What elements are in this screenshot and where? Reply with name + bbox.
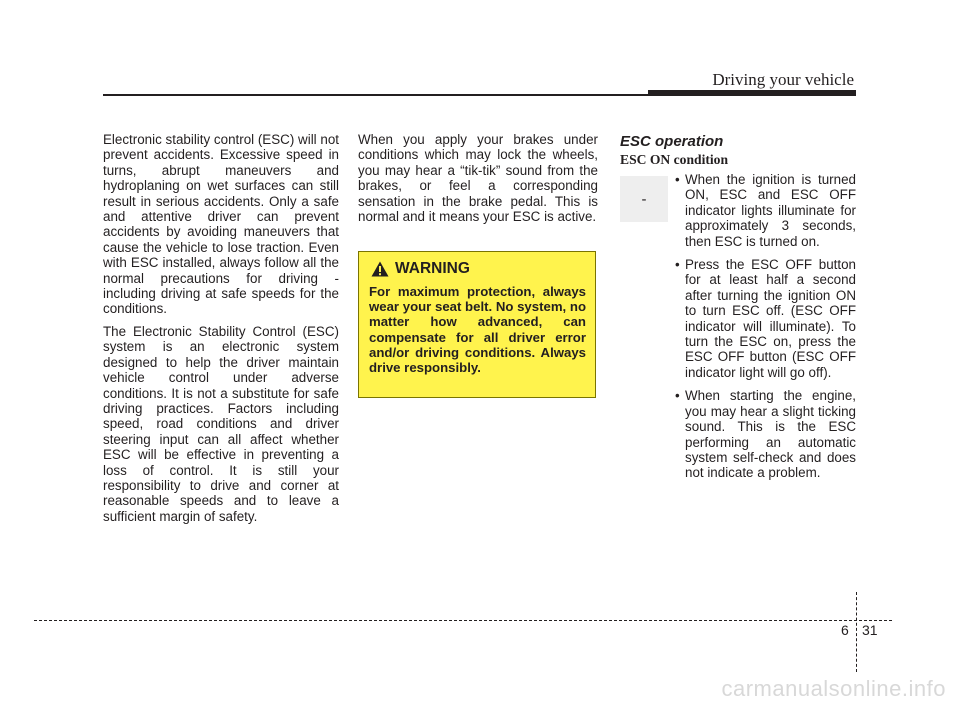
esc-on-bullet-list [675, 172, 856, 489]
column-2 [358, 132, 598, 231]
watermark: carmanualsonline.info [721, 676, 946, 701]
footer-divider [856, 592, 857, 672]
section-title: ESC operation [620, 133, 724, 150]
warning-triangle-icon [371, 261, 389, 277]
header-rule-accent [648, 90, 856, 96]
bullet-item: • When starting the engine, you may hear a slight ticking sound. This is the ESC performing an automatic system self-check and does not indicate a problem. [675, 388, 856, 480]
page-number: 31 [862, 622, 878, 638]
page-header-title: Driving your vehicle [712, 70, 854, 89]
warning-box [358, 251, 596, 398]
warning-header [371, 260, 586, 278]
paragraph-brake-sound: When you apply your brakes under conditions which may lock the wheels, you may hear a “tik-tik” sound from the brakes, or feel a corresponding sensation in the brake pedal. This is normal and it means your ESC is active. [358, 132, 598, 225]
warning-text: For maximum protection, always wear your seat belt. No system, no matter how advanced, can compensate for all driver error and/or driving conditions. Always drive responsibly. [369, 284, 586, 376]
bullet-item: • Press the ESC OFF button for at least half a second after turning the ignition ON to turn ESC off. (ESC OFF indicator will illuminate). To turn the ESC on, press the ESC OFF button (ESC OFF indicator light will go off). [675, 257, 856, 380]
footer-rule [34, 620, 892, 621]
chapter-number: 6 [841, 622, 849, 638]
bullet-item: • When the ignition is turned ON, ESC and ESC OFF indicator lights illuminate for approximately 3 seconds, then ESC is turned on. [675, 172, 856, 249]
column-1 [103, 132, 339, 531]
warning-title: WARNING [395, 260, 470, 277]
indicator-placeholder: - [620, 176, 668, 222]
subsection-title: ESC ON condition [620, 152, 729, 167]
paragraph-esc-description: The Electronic Stability Control (ESC) system is an electronic system designed to help the driver maintain vehicle control under adverse conditions. It is not a substitute for safe driving practices. Factors including speed, road conditions and driver steering input can all affect whether ESC will be effective in preventing a loss of control. It is still your responsibility to drive and corner at reasonable speeds and to leave a sufficient margin of safety. [103, 323, 339, 524]
paragraph-esc-limits: Electronic stability control (ESC) will not prevent accidents. Excessive speed in turns, abrupt maneuvers and hydroplaning on wet surfaces can still result in serious accidents. Only a safe and attentive driver can prevent accidents by avoiding maneuvers that cause the vehicle to lose traction. Even with ESC installed, always follow all the normal precautions for driving - including driving at safe speeds for the conditions. [103, 132, 339, 317]
